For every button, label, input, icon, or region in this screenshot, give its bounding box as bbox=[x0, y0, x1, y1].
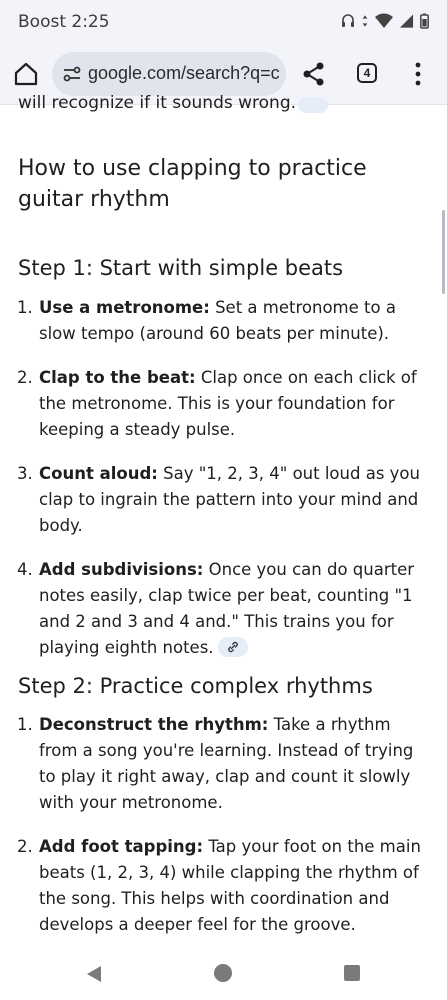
list-number: 1. bbox=[17, 715, 33, 734]
cell-signal-icon bbox=[399, 13, 414, 29]
more-vert-icon[interactable] bbox=[410, 60, 426, 88]
scrollbar-thumb[interactable] bbox=[442, 210, 445, 294]
list-number: 2. bbox=[17, 837, 33, 856]
share-icon[interactable] bbox=[300, 60, 328, 88]
headphones-icon bbox=[341, 13, 355, 29]
recents-icon[interactable] bbox=[344, 965, 360, 981]
list-number: 3. bbox=[17, 464, 33, 483]
list-text: Once you can do quarter notes easily, clap twice per beat, counting "1 and 2 and 3 and 4 and." This trains you for playing eighth notes. bbox=[39, 560, 415, 657]
section-title: How to use clapping to practice guitar rhythm bbox=[18, 156, 367, 212]
page-info-icon[interactable] bbox=[62, 65, 82, 83]
clipped-previous-line: will recognize if it sounds wrong. bbox=[18, 93, 297, 113]
wifi-icon bbox=[375, 13, 393, 29]
status-carrier-time: Boost 2:25 bbox=[18, 12, 110, 32]
list-item bbox=[0, 461, 447, 539]
tab-switcher-button[interactable]: 4 bbox=[357, 63, 377, 83]
list-text: Clap once on each click of the metronome. This is your foundation for keeping a steady pulse. bbox=[39, 368, 417, 439]
list-item bbox=[0, 712, 447, 816]
home-icon[interactable] bbox=[12, 60, 40, 88]
step1-title: Step 1: Start with simple beats bbox=[18, 256, 344, 280]
list-number: 2. bbox=[17, 368, 33, 387]
page-content bbox=[0, 93, 447, 945]
link-icon bbox=[227, 641, 239, 653]
list-item bbox=[0, 295, 447, 347]
list-text: Set a metronome to a slow tempo (around 60 beats per minute). bbox=[39, 298, 396, 343]
link-chip[interactable] bbox=[218, 637, 248, 657]
list-text: Take a rhythm from a song you're learning. Instead of trying to play it right away, clap and count it slowly with your metronome. bbox=[39, 715, 414, 812]
list-term: Add foot tapping: bbox=[39, 837, 204, 856]
list-item bbox=[0, 557, 447, 661]
url-bar[interactable] bbox=[52, 52, 286, 96]
battery-icon bbox=[420, 13, 429, 29]
status-icons bbox=[341, 13, 429, 29]
status-bar bbox=[0, 0, 447, 44]
step1-list bbox=[0, 295, 447, 679]
list-term: Use a metronome: bbox=[39, 298, 210, 317]
home-nav-icon[interactable] bbox=[214, 964, 232, 982]
step2-title: Step 2: Practice complex rhythms bbox=[18, 674, 373, 698]
data-arrows-icon bbox=[361, 13, 369, 29]
list-number: 4. bbox=[17, 560, 33, 579]
list-item bbox=[0, 834, 447, 938]
list-term: Add subdivisions: bbox=[39, 560, 204, 579]
url-text[interactable]: google.com/search?q=c bbox=[88, 63, 280, 83]
list-term: Count aloud: bbox=[39, 464, 158, 483]
list-item bbox=[0, 365, 447, 443]
list-term: Deconstruct the rhythm: bbox=[39, 715, 269, 734]
list-text: Say "1, 2, 3, 4" out loud as you clap to ingrain the pattern into your mind and body. bbox=[39, 464, 420, 535]
system-nav-bar bbox=[0, 945, 447, 1000]
list-term: Clap to the beat: bbox=[39, 368, 196, 387]
list-text: Tap your foot on the main beats (1, 2, 3, 4) while clapping the rhythm of the song. This helps with coordination and develops a deeper feel for the groove. bbox=[39, 837, 421, 934]
back-icon[interactable] bbox=[86, 965, 102, 983]
link-chip-clipped[interactable] bbox=[298, 97, 328, 113]
list-number: 1. bbox=[17, 298, 33, 317]
step2-list bbox=[0, 712, 447, 956]
